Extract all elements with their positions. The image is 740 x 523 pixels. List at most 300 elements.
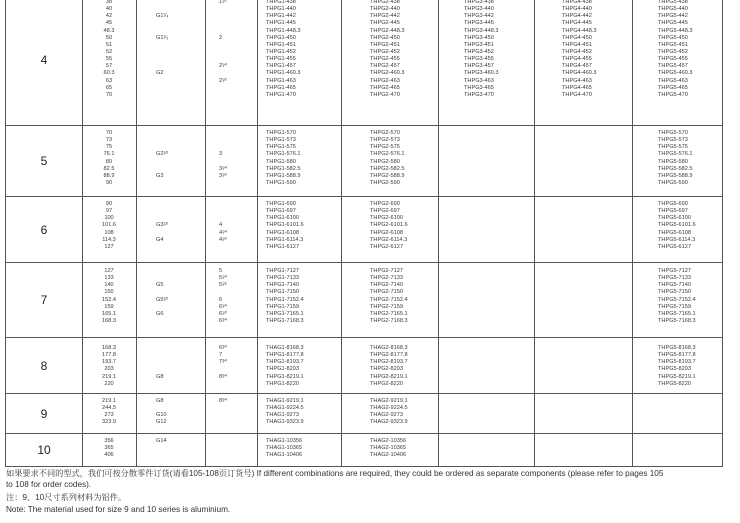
thread-size [219, 20, 227, 27]
thread-size [219, 381, 227, 388]
thread-size [219, 130, 227, 137]
pipe-od-value: 127 [104, 243, 114, 250]
thread-size: G5 [156, 282, 164, 289]
order-code: THPG1-6100 [266, 215, 299, 222]
order-code: THPG5-470 [658, 91, 688, 98]
size-label: 6 [40, 222, 48, 237]
order-code: THPG1-8220 [266, 380, 299, 387]
pipe-od-value: 193.7 [102, 359, 116, 366]
order-code: THPG3-448.3 [464, 27, 499, 34]
column-thread-inch [219, 345, 227, 388]
size-group-5 [5, 125, 723, 196]
order-code: THPG2-457 [370, 63, 400, 70]
order-code: THPG4-438 [562, 0, 592, 5]
thread-size [219, 49, 227, 56]
order-code: THPG1-590 [266, 179, 296, 186]
thread-size [219, 92, 227, 99]
order-code: THAG1-9224.5 [266, 405, 304, 412]
column-divider [257, 434, 258, 466]
pipe-od-value: 165.1 [102, 310, 116, 317]
size-label: 9 [40, 406, 48, 421]
order-code: THAG2-10356 [370, 438, 407, 444]
order-code: THPG2-6114.3 [370, 236, 408, 243]
order-code: THPG2-470 [370, 91, 400, 98]
order-code: THPG3-470 [464, 91, 494, 98]
column-divider [257, 0, 258, 125]
order-code: THPG1-8203 [266, 366, 299, 373]
column-divider [205, 263, 206, 337]
order-code: THPG1-470 [266, 91, 296, 98]
order-code: THPG1-570 [266, 130, 296, 136]
order-code: THPG4-465 [562, 84, 592, 91]
thread-size [219, 405, 227, 412]
column-divider [438, 126, 439, 196]
order-code: THPG2-575 [370, 144, 400, 151]
order-code: THPG5-448.3 [658, 27, 693, 34]
order-code: THPG3-460.3 [464, 70, 499, 77]
thread-size: G3¹⁄² [156, 222, 169, 229]
order-code: THPG5-590 [658, 179, 688, 186]
order-code: THPG5-582.5 [658, 165, 693, 172]
thread-size: 2 [219, 34, 223, 41]
order-code: THPG3-450 [464, 34, 494, 41]
column-thread-g [156, 0, 169, 99]
column-c1 [266, 345, 304, 388]
thread-size [156, 345, 163, 352]
thread-size [219, 137, 227, 144]
order-code: THPG4-470 [562, 91, 592, 98]
column-c1 [266, 201, 304, 251]
order-code: THAG1-10406 [266, 452, 303, 459]
column-divider [257, 263, 258, 337]
order-code: THAG1-10356 [266, 438, 303, 444]
column-divider [136, 394, 137, 433]
column-c1 [266, 268, 304, 325]
thread-size [219, 28, 227, 35]
order-code: THPG2-465 [370, 84, 400, 91]
order-code: THPG2-6127 [370, 243, 403, 250]
order-code: THPG5-7127 [658, 268, 691, 274]
column-divider [257, 126, 258, 196]
order-code: THPG2-448.3 [370, 27, 405, 34]
order-code: THPG2-8193.7 [370, 359, 408, 366]
thread-size: 4¹⁄² [219, 236, 227, 243]
column-divider [341, 126, 342, 196]
order-code: THPG5-457 [658, 63, 688, 70]
order-code: THPG2-7159 [370, 303, 403, 310]
pipe-od-value: 219.1 [102, 398, 116, 404]
column-divider [257, 394, 258, 433]
order-code: THAG2-9323.9 [370, 419, 408, 426]
thread-size: 6 [219, 296, 223, 303]
thread-size: G12 [156, 419, 167, 426]
thread-size: 4 [219, 222, 223, 229]
order-code: THPG2-573 [370, 137, 400, 144]
order-code: THPG5-463 [658, 77, 688, 84]
pipe-od-value: 97 [105, 208, 113, 215]
pipe-od-value: 52 [105, 48, 113, 55]
thread-size [219, 215, 227, 222]
thread-size: G3 [156, 172, 164, 179]
thread-size [156, 230, 168, 237]
order-code: THPG3-457 [464, 63, 494, 70]
order-code: THAG2-10365 [370, 445, 407, 452]
order-code: THAG2-9224.5 [370, 405, 408, 412]
order-code: THPG2-570 [370, 130, 400, 136]
column-dn [82, 201, 136, 251]
order-code: THPG1-460.3 [266, 70, 301, 77]
thread-size: G1¹⁄₂ [156, 34, 169, 41]
column-divider [632, 263, 633, 337]
column-divider [136, 434, 137, 466]
order-code: THPG2-7152.4 [370, 296, 408, 303]
column-divider [438, 338, 439, 393]
order-code: THAG2-8168.3 [370, 345, 408, 351]
order-code: THPG3-465 [464, 84, 494, 91]
thread-size [156, 244, 168, 251]
size-group-10 [5, 433, 723, 466]
order-code: THPG2-8219.1 [370, 373, 408, 380]
pipe-od-value: 101.6 [102, 222, 116, 229]
order-code: THPG1-7127 [266, 268, 299, 274]
column-c2 [370, 0, 405, 99]
thread-size [219, 289, 227, 296]
thread-size: G1¹⁄₄ [156, 13, 169, 20]
column-divider [341, 394, 342, 433]
order-code: THPG2-450 [370, 34, 400, 41]
order-code: THPG5-440 [658, 6, 688, 13]
thread-size [156, 42, 169, 49]
column-divider [205, 197, 206, 262]
order-code: THPG5-573 [658, 137, 688, 144]
order-code: THPG1-7140 [266, 282, 299, 289]
order-code: THAG2-10406 [370, 452, 407, 459]
pipe-od-value: 40 [105, 6, 113, 13]
thread-size [156, 304, 168, 311]
thread-size: 5¹⁄² [219, 282, 227, 289]
order-code: THPG2-452 [370, 48, 400, 55]
thread-size [219, 366, 227, 373]
order-code: THPG1-7159 [266, 303, 299, 310]
thread-size [156, 49, 169, 56]
order-code: THPG5-570 [658, 130, 688, 136]
order-code: THPG2-580 [370, 158, 400, 165]
pipe-od-value: 90 [105, 201, 113, 207]
size-label: 10 [37, 443, 51, 457]
thread-size [156, 85, 169, 92]
order-code: THPG1-438 [266, 0, 296, 5]
order-code: THPG3-442 [464, 13, 494, 20]
order-code: THPG2-8203 [370, 366, 403, 373]
column-divider [341, 263, 342, 337]
order-code: THPG5-575 [658, 144, 688, 151]
column-dn [82, 345, 136, 388]
column-thread-g [156, 201, 168, 251]
size-label: 8 [40, 358, 48, 373]
order-code: THPG5-455 [658, 56, 688, 63]
order-code: THPG4-455 [562, 56, 592, 63]
column-divider [136, 263, 137, 337]
thread-size: 4¹⁄⁴ [219, 229, 228, 236]
order-code: THPG1-582.5 [266, 165, 301, 172]
pipe-od-value: 365 [104, 445, 114, 452]
order-code: THPG5-6100 [658, 215, 691, 222]
order-code: THPG5-7150 [658, 289, 691, 296]
thread-size [219, 419, 227, 426]
column-c2 [370, 398, 408, 427]
thread-size: 6³⁄⁴ [219, 317, 228, 324]
order-code: THPG2-7133 [370, 275, 403, 282]
order-code: THPG4-460.3 [562, 70, 597, 77]
pipe-od-value: 45 [105, 20, 113, 27]
thread-size [156, 381, 163, 388]
column-c5 [658, 0, 693, 99]
pipe-od-value: 168.3 [102, 345, 116, 351]
order-code: THPG1-455 [266, 56, 296, 63]
thread-size [156, 56, 169, 63]
order-code: THPG1-442 [266, 13, 296, 20]
column-c2 [370, 438, 406, 459]
thread-size [156, 445, 167, 452]
order-code: THPG2-690 [370, 201, 400, 207]
size-group-6 [5, 196, 723, 262]
order-code: THPG1-690 [266, 201, 296, 207]
thread-size: G10 [156, 412, 167, 419]
thread-size: 7³⁄⁴ [219, 359, 228, 366]
order-code: THPG4-445 [562, 20, 592, 27]
order-code: THPG1-452 [266, 48, 296, 55]
order-code: THPG2-460.3 [370, 70, 405, 77]
column-divider [438, 197, 439, 262]
order-code: THPG1-8177.8 [266, 352, 304, 359]
order-code: THPG2-576.1 [370, 151, 405, 158]
pipe-od-value: 108 [104, 229, 114, 236]
order-code: THPG4-463 [562, 77, 592, 84]
thread-size [156, 92, 169, 99]
order-code: THPG3-463 [464, 77, 494, 84]
thread-size [156, 352, 163, 359]
table-bottom-border [5, 466, 723, 467]
order-code: THPG4-457 [562, 63, 592, 70]
thread-size: G5¹⁄² [156, 296, 169, 303]
size-group-7 [5, 262, 723, 337]
order-code: THPG2-8177.8 [370, 352, 408, 359]
order-code: THPG4-442 [562, 13, 592, 20]
size-label: 7 [40, 293, 48, 307]
order-code: THPG4-450 [562, 34, 592, 41]
column-divider [438, 434, 439, 466]
column-c5 [658, 130, 693, 187]
order-code: THPG2-582.5 [370, 165, 405, 172]
order-code: THPG5-8177.8 [658, 352, 696, 359]
order-code: THPG1-440 [266, 6, 296, 13]
thread-size [156, 130, 168, 137]
column-divider [438, 263, 439, 337]
column-dn [82, 268, 136, 325]
column-c5 [658, 268, 696, 325]
order-code: THPG3-455 [464, 56, 494, 63]
thread-size [156, 20, 169, 27]
thread-size [219, 6, 227, 13]
thread-size: G2¹⁄² [156, 151, 169, 158]
order-code: THPG5-7140 [658, 282, 691, 289]
thread-size: 3 [219, 151, 223, 158]
column-divider [136, 338, 137, 393]
pipe-od-value: 73 [105, 137, 113, 144]
pipe-od-value: 273 [104, 412, 114, 419]
order-code: THPG1-7165.1 [266, 310, 304, 317]
column-divider [632, 434, 633, 466]
order-code: THPG1-8193.7 [266, 359, 304, 366]
order-code: THAG2-9273 [370, 412, 403, 419]
column-divider [257, 338, 258, 393]
column-divider [534, 263, 535, 337]
pipe-od-value: 127 [104, 268, 114, 274]
pipe-od-value: 65 [105, 84, 113, 91]
pipe-od-value: 50 [105, 34, 113, 41]
order-code: THPG2-6100 [370, 215, 403, 222]
column-divider [205, 394, 206, 433]
order-code: THPG4-451 [562, 41, 592, 48]
thread-size [219, 70, 227, 77]
pipe-od-value: 140 [104, 282, 114, 289]
order-code: THPG1-573 [266, 137, 296, 144]
order-code: THPG5-460.3 [658, 70, 693, 77]
pipe-od-value: 168.3 [102, 317, 116, 324]
pipe-od-value: 63 [105, 77, 113, 84]
pipe-od-value: 100 [104, 215, 114, 222]
column-thread-g [156, 438, 167, 459]
order-code: THPG5-450 [658, 34, 688, 41]
thread-size: 8³⁄⁴ [219, 373, 228, 380]
thread-size [156, 366, 163, 373]
order-code: THPG5-697 [658, 208, 688, 215]
thread-size: 3¹⁄² [219, 172, 227, 179]
thread-size: 6¹⁄² [219, 310, 227, 317]
thread-size [156, 359, 163, 366]
order-code: THPG5-6101.6 [658, 222, 696, 229]
pipe-od-value: 220 [104, 380, 114, 387]
order-code: THPG5-7152.4 [658, 296, 696, 303]
pipe-od-value: 152.4 [102, 296, 116, 303]
column-divider [438, 0, 439, 125]
thread-size: 1¹⁄² [219, 0, 227, 5]
order-code: THPG1-448.3 [266, 27, 301, 34]
order-code: THPG1-580 [266, 158, 296, 165]
size-group-4 [5, 0, 723, 125]
thread-size [156, 452, 167, 459]
order-code: THPG1-8219.1 [266, 373, 304, 380]
column-dn [82, 398, 136, 427]
pipe-od-value: 70 [105, 130, 113, 136]
thread-size [156, 215, 168, 222]
column-divider [534, 197, 535, 262]
thread-size: 6³⁄⁴ [219, 345, 228, 351]
column-divider [136, 0, 137, 125]
order-code: THAG1-9323.9 [266, 419, 304, 426]
note-line-2: to 108 for order codes). [6, 480, 92, 489]
column-c2 [370, 268, 408, 325]
pipe-od-value: 159 [104, 303, 114, 310]
column-divider [341, 434, 342, 466]
thread-size: 2¹⁄⁴ [219, 63, 228, 70]
order-code: THPG5-7159 [658, 303, 691, 310]
pipe-od-value: 57 [105, 63, 113, 70]
thread-size [219, 144, 227, 151]
pipe-od-value: 82.5 [103, 165, 115, 172]
pipe-od-value: 406 [104, 452, 114, 459]
thread-size [219, 412, 227, 419]
order-code: THPG4-452 [562, 48, 592, 55]
order-code: THPG2-463 [370, 77, 400, 84]
thread-size: G8 [156, 373, 164, 380]
column-divider [341, 0, 342, 125]
thread-size [156, 180, 168, 187]
pipe-od-value: 38 [105, 0, 113, 5]
order-code: THPG2-8220 [370, 380, 403, 387]
pipe-od-value: 90 [105, 179, 113, 186]
order-code: THPG1-6114.3 [266, 236, 304, 243]
order-code: THPG1-576.1 [266, 151, 301, 158]
order-code: THPG1-463 [266, 77, 296, 84]
column-dn [82, 0, 136, 99]
column-c5 [658, 201, 696, 251]
column-c5 [658, 345, 696, 388]
column-divider [205, 0, 206, 125]
thread-size [156, 268, 168, 275]
order-code: THAG2-9219.1 [370, 398, 408, 404]
column-divider [632, 338, 633, 393]
pipe-od-value: 51 [105, 41, 113, 48]
column-c3 [464, 0, 499, 99]
thread-size [219, 42, 227, 49]
thread-size [156, 289, 168, 296]
thread-size: 8³⁄⁴ [219, 398, 228, 404]
thread-size [156, 208, 168, 215]
order-code: THPG5-576.1 [658, 151, 693, 158]
size-label: 4 [40, 53, 48, 67]
size-group-8 [5, 337, 723, 393]
column-thread-inch [219, 130, 227, 187]
order-code: THPG1-451 [266, 41, 296, 48]
order-code: THPG3-452 [464, 48, 494, 55]
order-code: THPG2-438 [370, 0, 400, 5]
column-thread-g [156, 398, 167, 427]
pipe-od-value: 75 [105, 144, 113, 151]
order-code: THPG5-690 [658, 201, 688, 207]
pipe-od-value: 244.5 [102, 405, 116, 412]
column-divider [205, 434, 206, 466]
thread-size: G2 [156, 70, 164, 77]
order-code: THPG1-7168.3 [266, 317, 304, 324]
thread-size [156, 63, 169, 70]
column-divider [534, 394, 535, 433]
column-divider [341, 338, 342, 393]
pipe-od-value: 48.3 [103, 27, 115, 34]
pipe-od-value: 42 [105, 13, 113, 20]
thread-size: G14 [156, 438, 167, 444]
order-code: THAG1-10365 [266, 445, 303, 452]
column-c2 [370, 130, 405, 187]
order-code: THPG1-7152.4 [266, 296, 304, 303]
order-code: THPG1-6101.6 [266, 222, 304, 229]
column-divider [257, 197, 258, 262]
thread-size [219, 180, 227, 187]
thread-size: 7 [219, 352, 223, 359]
order-code: THPG2-442 [370, 13, 400, 20]
column-divider [341, 197, 342, 262]
order-code: THPG1-6108 [266, 229, 299, 236]
